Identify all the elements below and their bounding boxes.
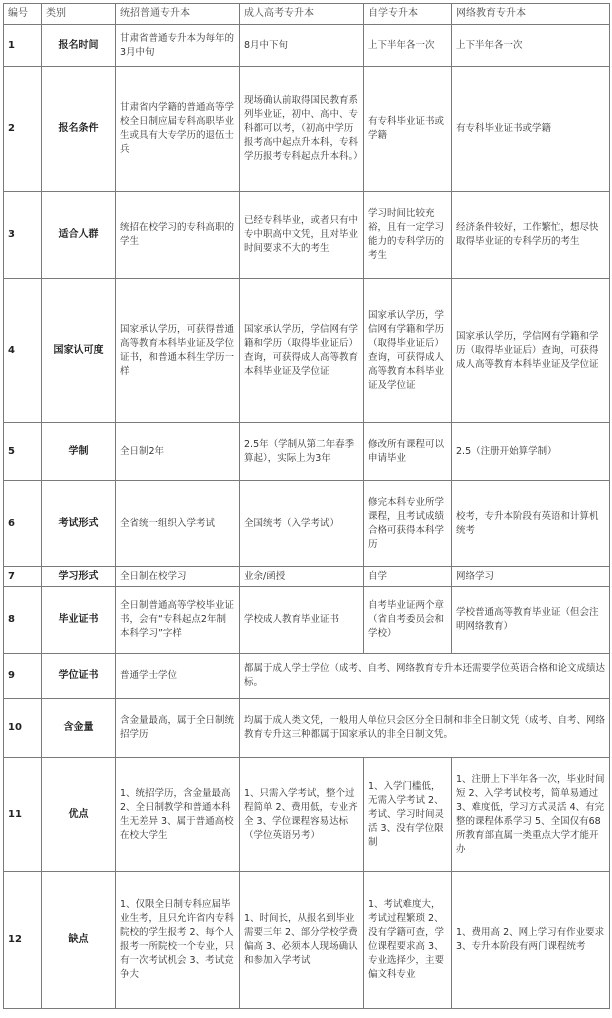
row-number: 8 bbox=[4, 587, 42, 654]
table-row bbox=[4, 481, 610, 567]
cell-wangluo: 1、注册上下半年各一次，毕业时间短 2、入学考试校考，简单易通过 3、难度低，学习方式灵活 4、有完整的课程体系学习 5、全国仅有68所教育部直属一类重点大学才能开办 bbox=[452, 758, 610, 872]
cell-tongzhao: 国家承认学历，可获得普通高等教育本科毕业证及学位证书，和普通本科生学历一样 bbox=[116, 279, 240, 423]
cell-zixue: 自考毕业证两个章（省自考委员会和学校） bbox=[364, 587, 452, 654]
row-category: 优点 bbox=[42, 758, 116, 872]
table-row bbox=[4, 654, 610, 699]
row-category: 学习形式 bbox=[42, 567, 116, 587]
cell-wangluo: 国家承认学历，学信网有学籍和学历（取得毕业证后）查询，可获得成人高等教育本科毕业证及学位证 bbox=[452, 279, 610, 423]
cell-tongzhao: 普通学士学位 bbox=[116, 654, 240, 699]
header-cell-zixue: 自学专升本 bbox=[364, 4, 452, 25]
table-row bbox=[4, 567, 610, 587]
table-row bbox=[4, 758, 610, 872]
cell-wangluo: 网络学习 bbox=[452, 567, 610, 587]
cell-chengkao: 现场确认前取得国民教育系列毕业证，初中、高中、专科都可以考，（初高中学历报考高中起点升本科，专科学历报考专科起点升本科。） bbox=[240, 67, 364, 192]
row-number: 3 bbox=[4, 192, 42, 279]
header-cell-tongzhao: 统招普通专升本 bbox=[116, 4, 240, 25]
cell-tongzhao: 1、仅限全日制专科应届毕业生考，且只允许省内专科院校的学生报考 2、每个人报考一所院校一个专业，只有一次考试机会 3、考试竞争大 bbox=[116, 872, 240, 1009]
cell-tongzhao: 统招在校学习的专科高职的学生 bbox=[116, 192, 240, 279]
cell-tongzhao: 甘肃省内学籍的普通高等学校全日制应届专科高职毕业生或具有大专学历的退伍士兵 bbox=[116, 67, 240, 192]
table-row bbox=[4, 192, 610, 279]
cell-chengkao: 8月中下旬 bbox=[240, 25, 364, 67]
cell-chengkao: 国家承认学历，学信网有学籍和学历（取得毕业证后）查询，可获得成人高等教育本科毕业证及学位证 bbox=[240, 279, 364, 423]
cell-chengkao: 业余/函授 bbox=[240, 567, 364, 587]
cell-merged-others: 均属于成人类文凭，一般用人单位只会区分全日制和非全日制文凭（成考、自考、网络教育专升这三种都属于国家承认的非全日制文凭。 bbox=[240, 699, 610, 758]
row-number: 9 bbox=[4, 654, 42, 699]
cell-wangluo: 2.5（注册开始算学制） bbox=[452, 423, 610, 481]
cell-zixue: 学习时间比较充裕，且有一定学习能力的专科学历的考生 bbox=[364, 192, 452, 279]
row-number: 4 bbox=[4, 279, 42, 423]
row-number: 7 bbox=[4, 567, 42, 587]
cell-chengkao: 1、只需入学考试，整个过程简单 2、费用低，专业齐全 3、学位课程容易达标（学位英语另考） bbox=[240, 758, 364, 872]
cell-wangluo: 有专科毕业证书或学籍 bbox=[452, 67, 610, 192]
cell-tongzhao: 含金量最高，属于全日制统招学历 bbox=[116, 699, 240, 758]
cell-zixue: 修完本科专业所学课程，且考试成绩合格可获得本科学历 bbox=[364, 481, 452, 567]
row-number: 2 bbox=[4, 67, 42, 192]
row-number: 11 bbox=[4, 758, 42, 872]
table-row bbox=[4, 699, 610, 758]
row-category: 报名条件 bbox=[42, 67, 116, 192]
cell-wangluo: 上下半年各一次 bbox=[452, 25, 610, 67]
cell-tongzhao: 全日制在校学习 bbox=[116, 567, 240, 587]
row-category: 学制 bbox=[42, 423, 116, 481]
row-category: 含金量 bbox=[42, 699, 116, 758]
cell-tongzhao: 全日制2年 bbox=[116, 423, 240, 481]
cell-wangluo: 1、费用高 2、网上学习有作业要求 3、专升本阶段有两门课程统考 bbox=[452, 872, 610, 1009]
header-cell-wangluo: 网络教育专升本 bbox=[452, 4, 610, 25]
cell-wangluo: 经济条件较好，工作繁忙，想尽快取得毕业证的专科学历的考生 bbox=[452, 192, 610, 279]
cell-chengkao: 2.5年（学制从第二年春季算起），实际上为3年 bbox=[240, 423, 364, 481]
cell-tongzhao: 甘肃省普通专升本为每年的3月中旬 bbox=[116, 25, 240, 67]
row-category: 考试形式 bbox=[42, 481, 116, 567]
cell-chengkao: 已经专科毕业，或者只有中专中职高中文凭，且对毕业时间要求不大的考生 bbox=[240, 192, 364, 279]
row-category: 国家认可度 bbox=[42, 279, 116, 423]
cell-zixue: 1、入学门槛低，无需入学考试 2、考试、学习时间灵活 3、没有学位限制 bbox=[364, 758, 452, 872]
row-category: 适合人群 bbox=[42, 192, 116, 279]
cell-chengkao: 学校成人教育毕业证书 bbox=[240, 587, 364, 654]
cell-zixue: 有专科毕业证书或学籍 bbox=[364, 67, 452, 192]
cell-zixue: 1、考试难度大，考试过程繁琐 2、没有学籍可查，学位课程要求高 3、专业选择少，主要偏文科专业 bbox=[364, 872, 452, 1009]
cell-zixue: 上下半年各一次 bbox=[364, 25, 452, 67]
row-category: 报名时间 bbox=[42, 25, 116, 67]
header-cell-category: 类别 bbox=[42, 4, 116, 25]
header-cell-number: 编号 bbox=[4, 4, 42, 25]
header-cell-chengkao: 成人高考专升本 bbox=[240, 4, 364, 25]
cell-chengkao: 1、时间长，从报名到毕业需要三年 2、部分学校学费偏高 3、必须本人现场确认和参加入学考试 bbox=[240, 872, 364, 1009]
row-category: 缺点 bbox=[42, 872, 116, 1009]
header-row bbox=[4, 4, 610, 25]
comparison-table bbox=[3, 3, 610, 1009]
row-category: 毕业证书 bbox=[42, 587, 116, 654]
row-number: 10 bbox=[4, 699, 42, 758]
row-number: 6 bbox=[4, 481, 42, 567]
table-row bbox=[4, 587, 610, 654]
cell-tongzhao: 1、统招学历，含金量最高 2、全日制教学和普通本科生无差异 3、属于普通高校在校大学生 bbox=[116, 758, 240, 872]
table-row bbox=[4, 67, 610, 192]
row-number: 12 bbox=[4, 872, 42, 1009]
cell-tongzhao: 全日制普通高等学校毕业证书，会有“专科起点2年制本科学习”字样 bbox=[116, 587, 240, 654]
cell-wangluo: 校考，专升本阶段有英语和计算机统考 bbox=[452, 481, 610, 567]
table-row bbox=[4, 25, 610, 67]
row-number: 1 bbox=[4, 25, 42, 67]
row-number: 5 bbox=[4, 423, 42, 481]
cell-zixue: 国家承认学历，学信网有学籍和学历（取得毕业证后）查询，可获得成人高等教育本科毕业证及学位证 bbox=[364, 279, 452, 423]
cell-chengkao: 全国统考（入学考试） bbox=[240, 481, 364, 567]
table-row bbox=[4, 872, 610, 1009]
cell-tongzhao: 全省统一组织入学考试 bbox=[116, 481, 240, 567]
cell-merged-others: 都属于成人学士学位（成考、自考、网络教育专升本还需要学位英语合格和论文成绩达标。 bbox=[240, 654, 610, 699]
row-category: 学位证书 bbox=[42, 654, 116, 699]
cell-zixue: 修改所有课程可以申请毕业 bbox=[364, 423, 452, 481]
table-row bbox=[4, 423, 610, 481]
cell-zixue: 自学 bbox=[364, 567, 452, 587]
cell-wangluo: 学校普通高等教育毕业证（但会注明网络教育） bbox=[452, 587, 610, 654]
table-row bbox=[4, 279, 610, 423]
